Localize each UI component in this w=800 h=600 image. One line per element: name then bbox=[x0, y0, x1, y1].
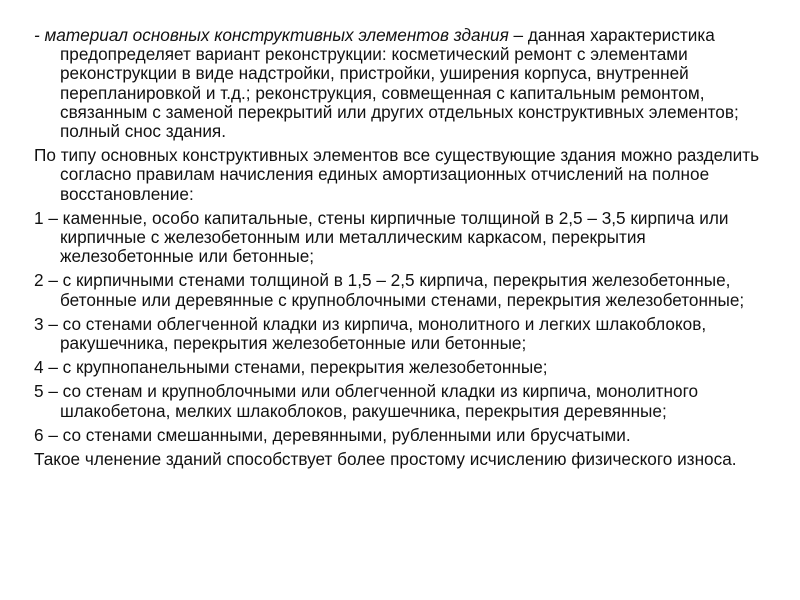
intro-rest: – данная характеристика предопределяет вариант реконструкции: косметический ремонт с элементами реконструкции в виде надстройки, пристройки, уширения корпуса, внутренней перепланировкой и т.д.; реконструкция, совмещенная с капитальным ремонтом, связанным с заменой перекрытий или других отдельных конструктивных элементов; полный снос здания. bbox=[60, 25, 739, 142]
conclusion-paragraph: Такое членение зданий способствует более простому исчислению физического износа. bbox=[34, 449, 737, 470]
group-item-3: 3 – со стенами облегченной кладки из кирпича, монолитного и легких шлакоблоков, ракушечника, перекрытия железобетонные или бетонные; bbox=[34, 313, 707, 354]
group-item-1: 1 – каменные, особо капитальные, стены кирпичные толщиной в 2,5 – 3,5 кирпича или кирпичные с железобетонным или металлическим каркасом, перекрытия железобетонные или бетонные; bbox=[34, 207, 729, 267]
group-item-6: 6 – со стенами смешанными, деревянными, рубленными или брусчатыми. bbox=[34, 424, 631, 445]
group-item-2: 2 – с кирпичными стенами толщиной в 1,5 – 2,5 кирпича, перекрытия железобетонные, бетонные или деревянные с крупноблочными стенами, перекрытия железобетонные; bbox=[34, 270, 745, 310]
group-item-4: 4 – с крупнопанельными стенами, перекрытия железобетонные; bbox=[34, 357, 548, 378]
slide-text-body bbox=[34, 26, 776, 474]
classification-intro: По типу основных конструктивных элементов все существующие здания можно разделить согласно правилам начисления единых амортизационных отчислений на полное восстановление: bbox=[34, 145, 760, 204]
group-item-5: 5 – со стенам и крупноблочными или облегченной кладки из кирпича, монолитного шлакобетона, мелких шлакоблоков, ракушечника, перекрытия деревянные; bbox=[34, 381, 699, 421]
intro-lead: - материал основных конструктивных элементов здания bbox=[34, 25, 509, 45]
intro-paragraph bbox=[34, 26, 776, 141]
